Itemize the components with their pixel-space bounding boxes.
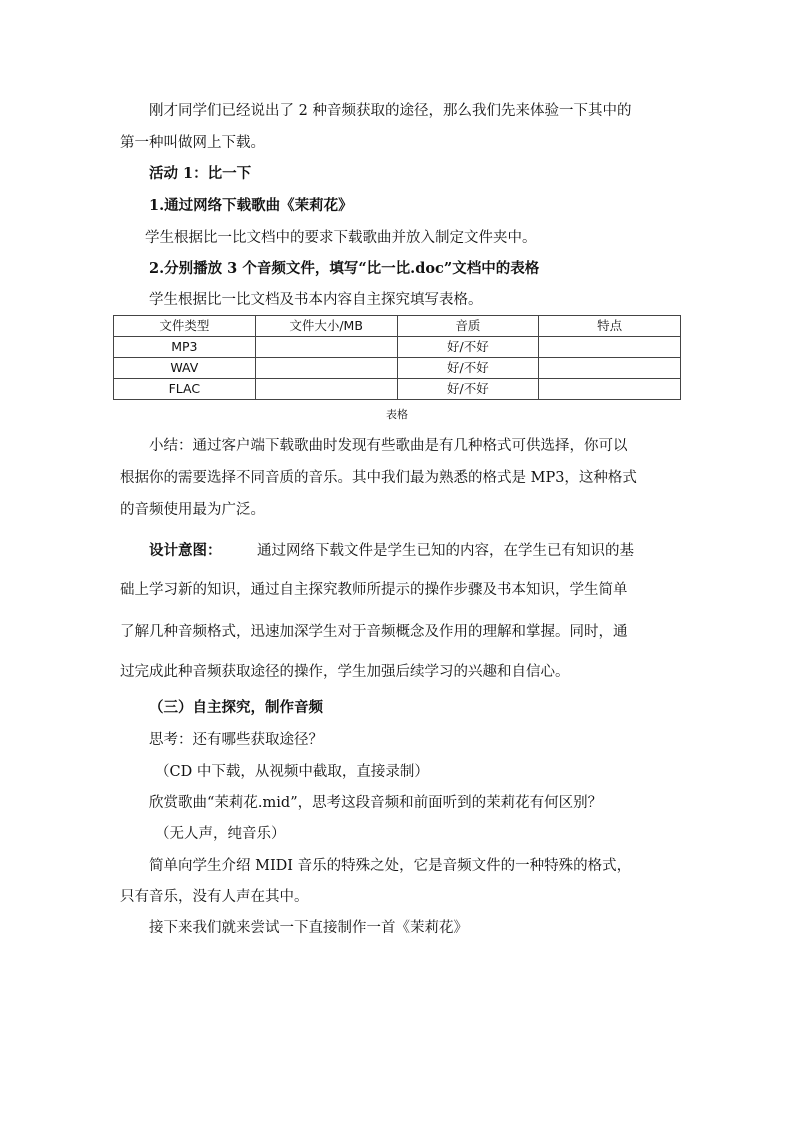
step-1-title: 1.通过网络下载歌曲《茉莉花》: [149, 197, 353, 214]
design-intent-label: 设计意图：: [149, 543, 222, 559]
design-intent-line-2: 础上学习新的知识，通过自主探究教师所提示的操作步骤及书本知识，学生简单: [120, 582, 628, 598]
design-intent-line-3: 了解几种音频格式，迅速加深学生对于音频概念及作用的理解和掌握。同时，通: [120, 624, 628, 640]
step-2-title: 2.分别播放 3 个音频文件，填写“比一比.doc”文档中的表格: [149, 260, 540, 277]
table-row: [114, 379, 681, 400]
table-row: [114, 358, 681, 379]
header-features: 特点: [539, 316, 681, 337]
listen-question: 欣赏歌曲“茉莉花.mid”，思考这段音频和前面听到的茉莉花有何区别？: [149, 795, 603, 811]
step-1-text: 学生根据比一比文档中的要求下载歌曲并放入制定文件夹中。: [145, 230, 537, 246]
next-step-line: 接下来我们就来尝试一下直接制作一首《茉莉花》: [149, 920, 468, 936]
table-caption: 表格: [386, 408, 408, 421]
midi-line-1: 简单向学生介绍 MIDI 音乐的特殊之处，它是音频文件的一种特殊的格式，: [149, 858, 632, 874]
design-intent-line-4: 过完成此种音频获取途径的操作，学生加强后续学习的兴趣和自信心。: [120, 664, 570, 680]
cell-file-type: MP3: [114, 337, 256, 358]
listen-answer: （无人声，纯音乐）: [155, 826, 286, 842]
cell-file-size: [255, 379, 397, 400]
cell-features: [539, 379, 681, 400]
section-3-heading: （三）自主探究，制作音频: [149, 699, 323, 716]
cell-file-type: FLAC: [114, 379, 256, 400]
cell-quality: 好/不好: [397, 379, 539, 400]
header-quality: 音质: [397, 316, 539, 337]
cell-features: [539, 337, 681, 358]
cell-quality: 好/不好: [397, 337, 539, 358]
cell-file-size: [255, 337, 397, 358]
activity-1-heading: 活动 1：比一下: [149, 165, 252, 182]
table-row: [114, 337, 681, 358]
step-2-text: 学生根据比一比文档及书本内容自主探究填写表格。: [149, 292, 483, 308]
cell-quality: 好/不好: [397, 358, 539, 379]
think-answer: （CD 中下载，从视频中截取，直接录制）: [155, 764, 429, 780]
header-file-type: 文件类型: [114, 316, 256, 337]
intro-line-1: 刚才同学们已经说出了 2 种音频获取的途径，那么我们先来体验一下其中的: [149, 103, 632, 119]
format-comparison-table: [113, 315, 681, 400]
summary-line-1: 小结：通过客户端下载歌曲时发现有些歌曲是有几种格式可供选择，你可以: [149, 438, 628, 454]
intro-line-2: 第一种叫做网上下载。: [120, 135, 265, 151]
design-intent-line-1: 通过网络下载文件是学生已知的内容，在学生已有知识的基: [257, 543, 634, 559]
table-header-row: [114, 316, 681, 337]
cell-features: [539, 358, 681, 379]
cell-file-size: [255, 358, 397, 379]
summary-line-3: 的音频使用最为广泛。: [120, 502, 265, 518]
cell-file-type: WAV: [114, 358, 256, 379]
header-file-size: 文件大小/MB: [255, 316, 397, 337]
midi-line-2: 只有音乐，没有人声在其中。: [120, 889, 309, 905]
summary-line-2: 根据你的需要选择不同音质的音乐。其中我们最为熟悉的格式是 MP3，这种格式: [120, 470, 637, 486]
think-question: 思考：还有哪些获取途径？: [149, 732, 323, 748]
